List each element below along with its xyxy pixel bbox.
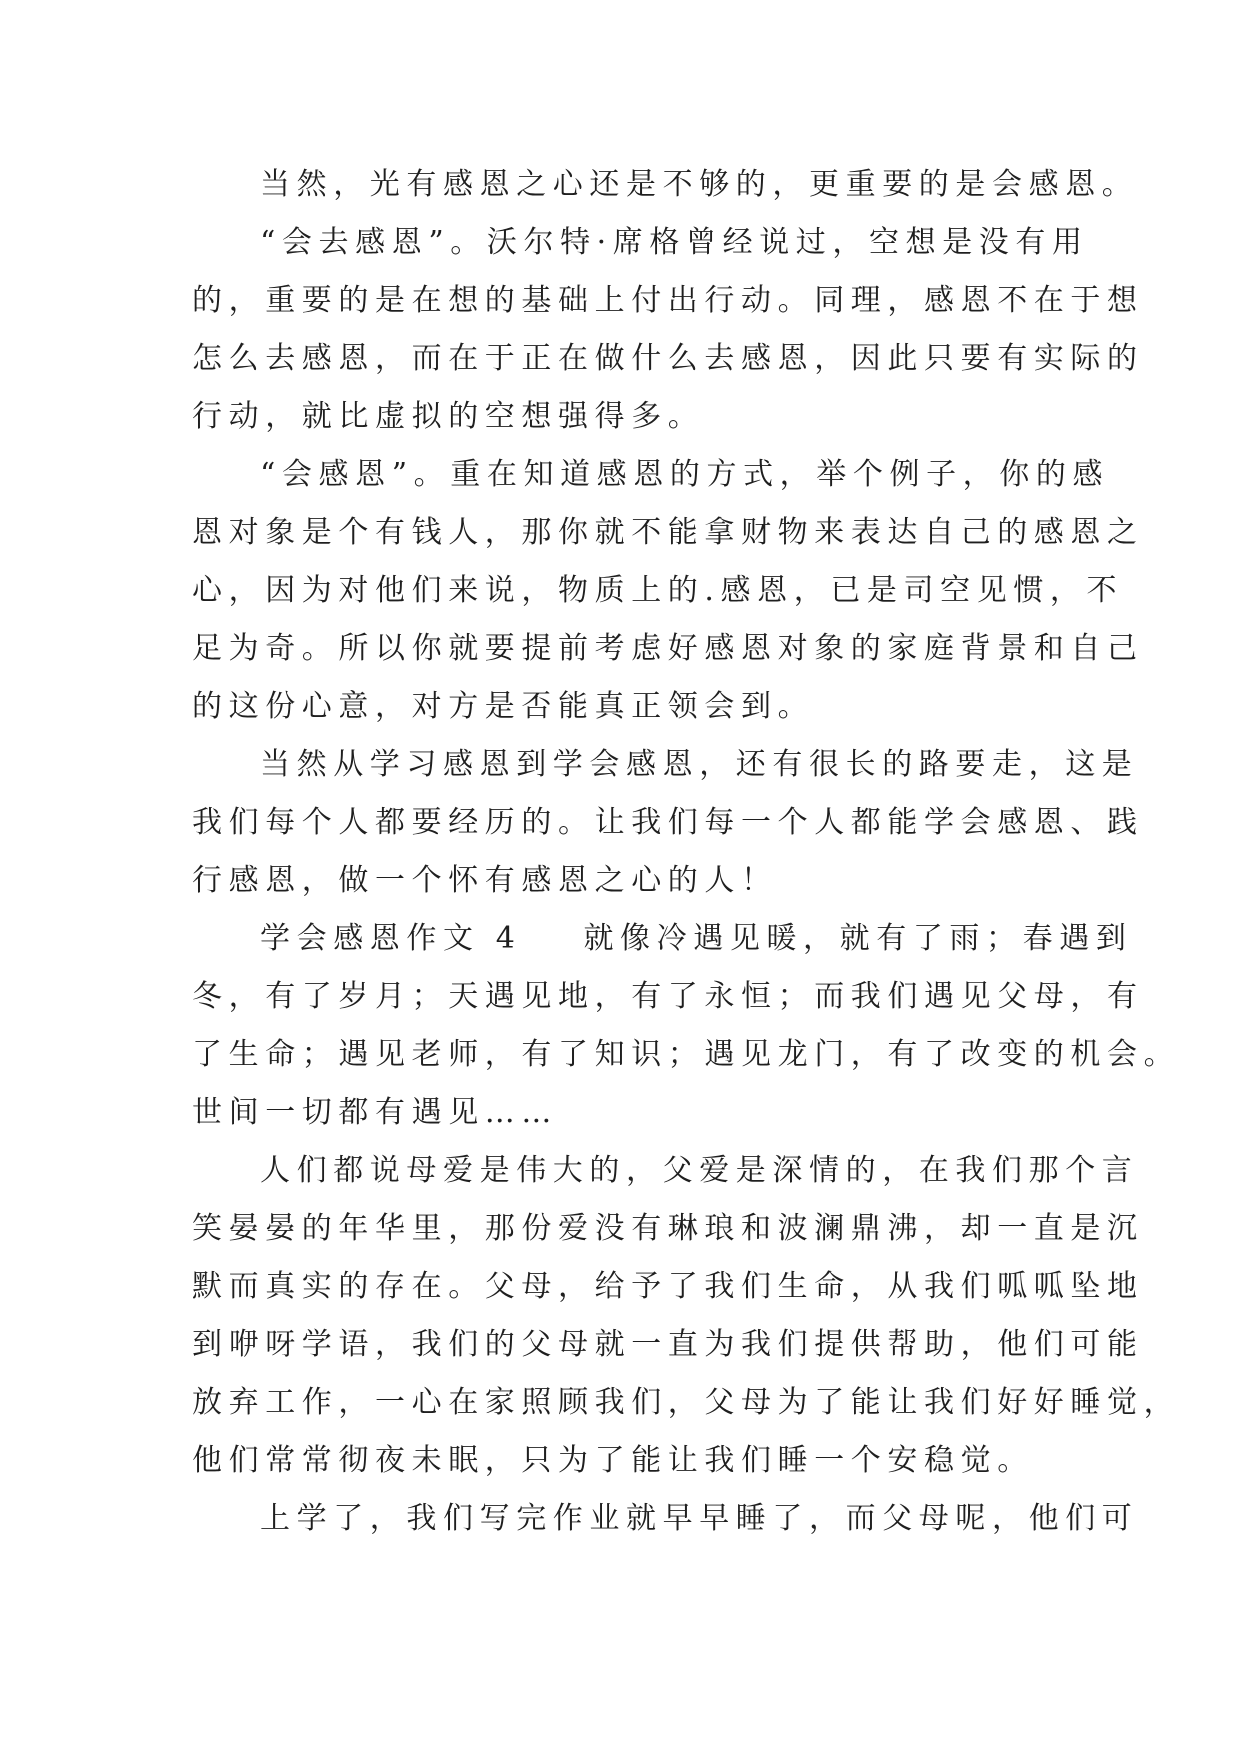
text-line: 行动，就比虚拟的空想强得多。: [192, 399, 705, 434]
text-line: 上学了，我们写完作业就早早睡了，而父母呢，他们可: [260, 1501, 1139, 1536]
text-line: 笑晏晏的年华里，那份爱没有琳琅和波澜鼎沸，却一直是沉: [192, 1211, 1144, 1246]
text-line: 心，因为对他们来说，物质上的.感恩，已是司空见惯，不: [192, 573, 1124, 608]
text-line: 了生命；遇见老师，有了知识；遇见龙门，有了改变的机会。: [192, 1037, 1181, 1072]
text-line: 到咿呀学语，我们的父母就一直为我们提供帮助，他们可能: [192, 1327, 1144, 1362]
essay-title: 学会感恩作文 4: [260, 921, 522, 956]
text-line: 默而真实的存在。父母，给予了我们生命，从我们呱呱坠地: [192, 1269, 1144, 1304]
text-line: 当然，光有感恩之心还是不够的，更重要的是会感恩。: [260, 167, 1139, 202]
text-segment: 就像冷遇见暖，就有了雨；春遇到: [583, 921, 1133, 956]
text-line: 足为奇。所以你就要提前考虑好感恩对象的家庭背景和自己: [192, 631, 1144, 666]
text-line: 他们常常彻夜未眠，只为了能让我们睡一个安稳觉。: [192, 1443, 1034, 1478]
text-line: 冬，有了岁月；天遇见地，有了永恒；而我们遇见父母，有: [192, 979, 1144, 1014]
text-line: 的这份心意，对方是否能真正领会到。: [192, 689, 815, 724]
text-line: 恩对象是个有钱人，那你就不能拿财物来表达自己的感恩之: [192, 515, 1144, 550]
text-line: 怎么去感恩，而在于正在做什么去感恩，因此只要有实际的: [192, 341, 1144, 376]
text-line: 世间一切都有遇见……: [192, 1095, 558, 1130]
text-line: “会感恩”。重在知道感恩的方式，举个例子，你的感: [260, 457, 1110, 492]
essay-title-line: [260, 919, 1132, 959]
text-line: 人们都说母爱是伟大的，父爱是深情的，在我们那个言: [260, 1153, 1139, 1188]
text-line: 当然从学习感恩到学会感恩，还有很长的路要走，这是: [260, 747, 1139, 782]
text-line: 我们每个人都要经历的。让我们每一个人都能学会感恩、践: [192, 805, 1144, 840]
text-line: 的，重要的是在想的基础上付出行动。同理，感恩不在于想: [192, 283, 1144, 318]
text-line: 放弃工作，一心在家照顾我们，父母为了能让我们好好睡觉，: [192, 1385, 1181, 1420]
text-line: 行感恩，做一个怀有感恩之心的人！: [192, 863, 778, 898]
text-line: “会去感恩”。沃尔特·席格曾经说过，空想是没有用: [260, 225, 1089, 260]
